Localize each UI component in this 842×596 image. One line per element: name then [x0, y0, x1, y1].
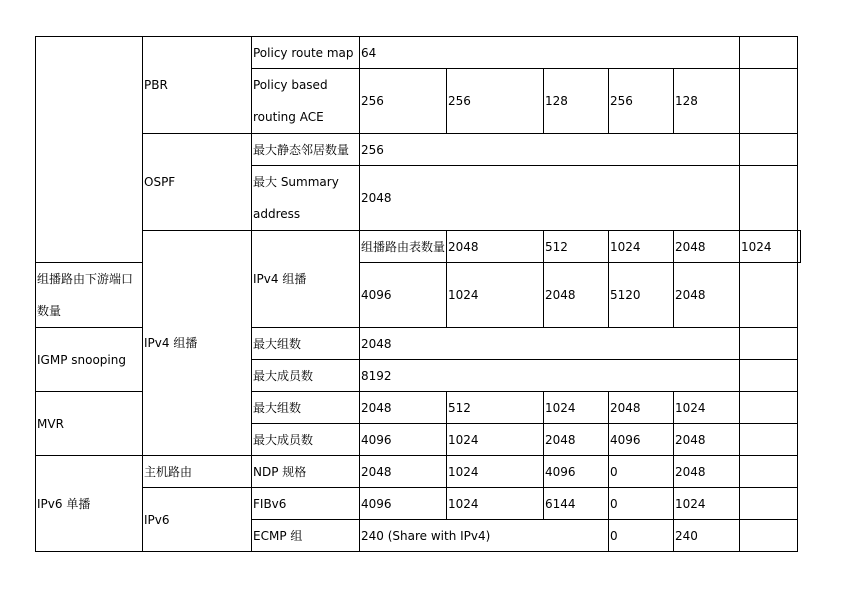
table-row — [36, 231, 801, 263]
category-cell-empty — [36, 37, 143, 263]
label-multicast-ports-line2: 数量 — [37, 304, 62, 318]
label-multicast-table: 组播路由表数量 — [360, 231, 447, 263]
value-cell: 256 — [360, 69, 447, 134]
value-cell: 2048 — [544, 424, 609, 456]
table-row — [36, 134, 801, 166]
value-cell: 512 — [544, 231, 609, 263]
value-policy-route-map: 64 — [360, 37, 740, 69]
value-cell: 2048 — [544, 263, 609, 328]
group-host-route: 主机路由 — [143, 456, 252, 488]
value-cell: 240 — [674, 520, 740, 552]
group-igmp-snooping: IGMP snooping — [36, 328, 143, 392]
value-cell: 512 — [447, 392, 544, 424]
label-pbr-ace-line2: routing ACE — [253, 110, 324, 124]
value-cell: 1024 — [544, 392, 609, 424]
empty-cell — [740, 263, 798, 328]
value-cell: 128 — [674, 69, 740, 134]
value-cell: 2048 — [360, 456, 447, 488]
value-cell: 2048 — [609, 392, 674, 424]
empty-cell — [740, 166, 798, 231]
category-ipv6-unicast: IPv6 单播 — [36, 456, 143, 552]
value-ecmp-shared: 240 (Share with IPv4) — [360, 520, 609, 552]
table-row — [36, 488, 801, 520]
label-mvr-groups: 最大组数 — [252, 392, 360, 424]
label-fibv6: FIBv6 — [252, 488, 360, 520]
value-cell: 2048 — [674, 424, 740, 456]
empty-cell — [740, 37, 798, 69]
empty-cell — [740, 360, 798, 392]
label-multicast-ports-line1: 组播路由下游端口 — [37, 272, 134, 286]
empty-cell — [740, 69, 798, 134]
label-pbr-ace — [252, 69, 360, 134]
value-cell: 4096 — [360, 488, 447, 520]
category-ipv4-multicast: IPv4 组播 — [143, 231, 252, 456]
value-cell: 1024 — [674, 488, 740, 520]
value-ospf-summary: 2048 — [360, 166, 740, 231]
value-cell: 0 — [609, 520, 674, 552]
value-cell: 1024 — [447, 488, 544, 520]
empty-cell — [740, 456, 798, 488]
group-ipv4-multicast: IPv4 组播 — [252, 231, 360, 328]
label-ecmp: ECMP 组 — [252, 520, 360, 552]
group-mvr: MVR — [36, 392, 143, 456]
label-ospf-neighbors: 最大静态邻居数量 — [252, 134, 360, 166]
empty-cell — [740, 392, 798, 424]
group-pbr: PBR — [143, 37, 252, 134]
value-cell: 2048 — [360, 392, 447, 424]
value-cell: 1024 — [447, 424, 544, 456]
value-cell: 2048 — [674, 263, 740, 328]
table-row — [36, 37, 801, 69]
value-cell: 1024 — [674, 392, 740, 424]
value-ospf-neighbors: 256 — [360, 134, 740, 166]
label-ospf-summary-line2: address — [253, 207, 301, 221]
value-cell: 1024 — [740, 231, 798, 263]
value-igmp-members: 8192 — [360, 360, 740, 392]
value-cell: 2048 — [674, 231, 740, 263]
value-cell: 128 — [544, 69, 609, 134]
table-row — [36, 456, 801, 488]
empty-cell — [740, 488, 798, 520]
value-cell: 4096 — [544, 456, 609, 488]
value-cell: 1024 — [447, 263, 544, 328]
value-cell: 1024 — [609, 231, 674, 263]
value-cell: 4096 — [360, 424, 447, 456]
empty-cell — [740, 134, 798, 166]
label-multicast-ports — [36, 263, 143, 328]
value-cell: 2048 — [447, 231, 544, 263]
value-cell: 0 — [609, 488, 674, 520]
value-cell: 256 — [447, 69, 544, 134]
label-pbr-ace-line1: Policy based — [253, 78, 328, 92]
label-igmp-groups: 最大组数 — [252, 328, 360, 360]
value-cell: 256 — [609, 69, 674, 134]
empty-cell — [740, 328, 798, 360]
value-cell: 2048 — [674, 456, 740, 488]
empty-cell — [740, 424, 798, 456]
group-ospf: OSPF — [143, 134, 252, 231]
empty-cell — [798, 231, 801, 263]
value-cell: 4096 — [360, 263, 447, 328]
value-cell: 5120 — [609, 263, 674, 328]
empty-cell — [740, 520, 798, 552]
label-policy-route-map: Policy route map — [252, 37, 360, 69]
group-ipv6: IPv6 — [143, 488, 252, 552]
spec-table — [35, 36, 801, 552]
label-ospf-summary-line1: 最大 Summary — [253, 175, 339, 189]
value-cell: 1024 — [447, 456, 544, 488]
value-cell: 6144 — [544, 488, 609, 520]
label-ospf-summary — [252, 166, 360, 231]
value-igmp-groups: 2048 — [360, 328, 740, 360]
value-cell: 4096 — [609, 424, 674, 456]
label-mvr-members: 最大成员数 — [252, 424, 360, 456]
label-ndp: NDP 规格 — [252, 456, 360, 488]
value-cell: 0 — [609, 456, 674, 488]
label-igmp-members: 最大成员数 — [252, 360, 360, 392]
